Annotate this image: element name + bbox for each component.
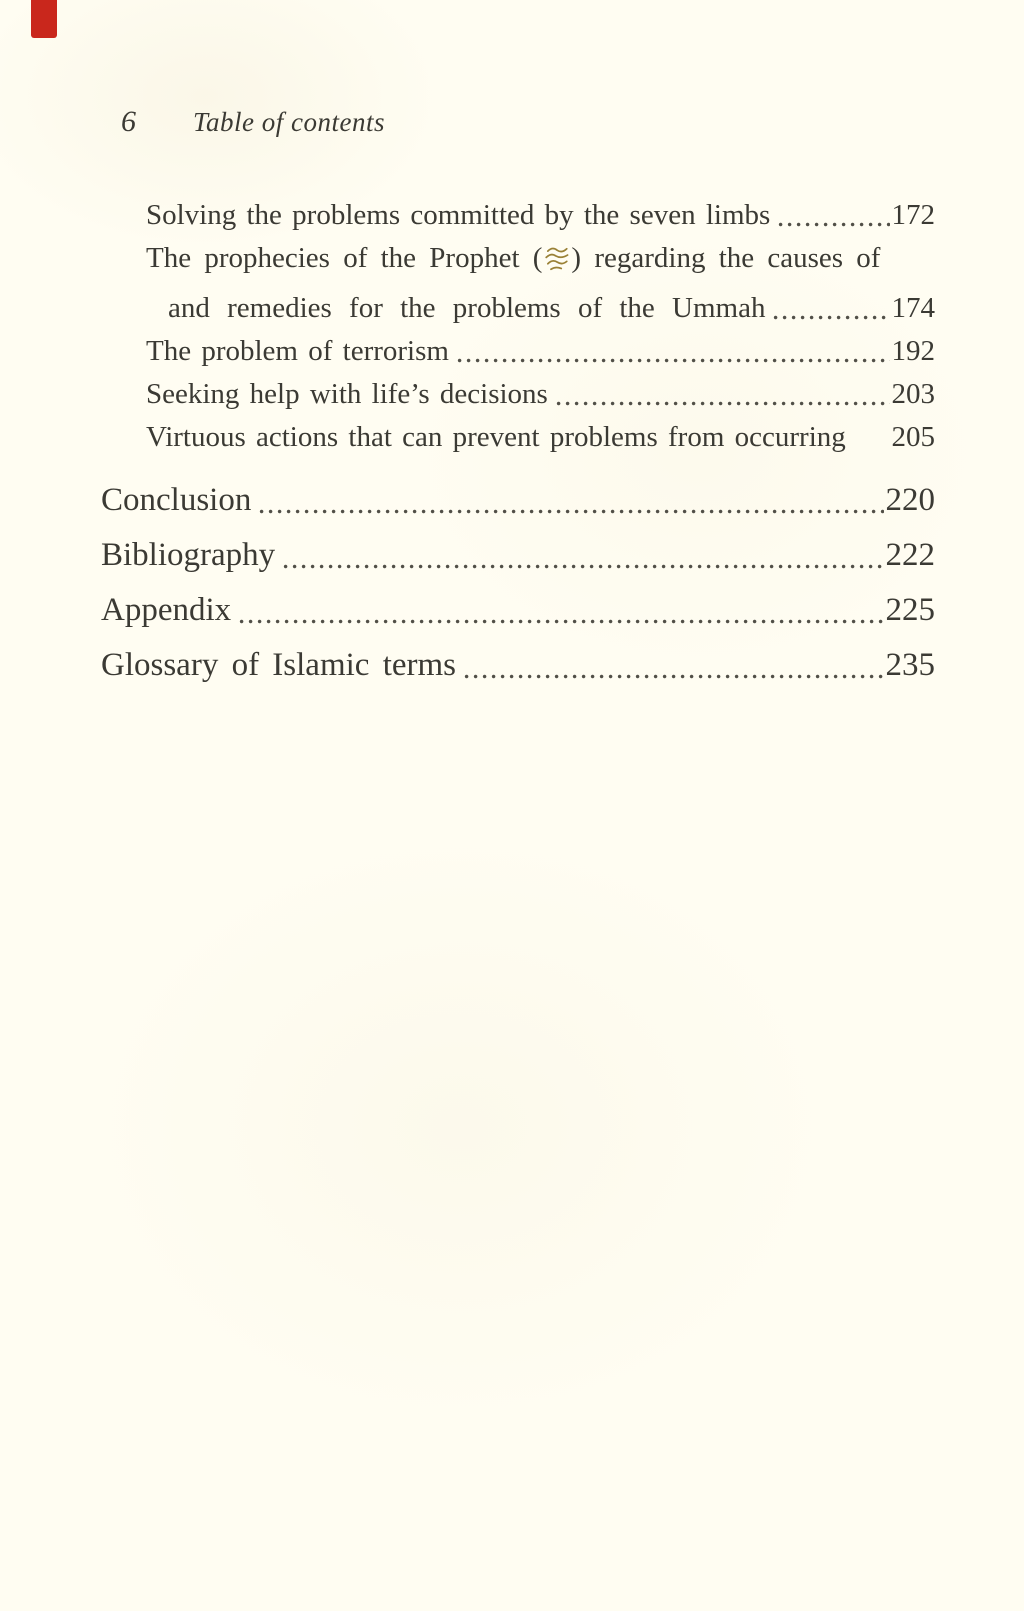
sallallahu-alayhi-wa-sallam-icon bbox=[543, 244, 570, 287]
toc-section-label: Conclusion bbox=[101, 482, 252, 518]
dot-leader bbox=[556, 401, 890, 406]
toc-section-entry bbox=[0, 583, 1024, 638]
table-of-contents bbox=[0, 194, 1024, 693]
running-title: Table of contents bbox=[193, 107, 386, 137]
toc-entry-label: and remedies for the problems of the Ummah bbox=[168, 292, 766, 324]
toc-section-page: 222 bbox=[885, 537, 935, 573]
toc-section-label: Glossary of Islamic terms bbox=[101, 647, 457, 683]
red-scan-marker bbox=[31, 0, 57, 38]
dot-leader bbox=[778, 222, 889, 227]
toc-section-page: 235 bbox=[885, 647, 935, 683]
toc-entry-label-post: ) regarding the causes of bbox=[571, 242, 881, 274]
toc-section-entry bbox=[0, 528, 1024, 583]
dot-leader bbox=[259, 509, 883, 514]
dot-leader bbox=[239, 619, 883, 624]
toc-entry-page: 192 bbox=[891, 335, 935, 367]
toc-entry bbox=[0, 194, 1024, 237]
toc-entry-page: 203 bbox=[891, 378, 935, 410]
toc-entry-label bbox=[146, 237, 880, 287]
page-number: 6 bbox=[121, 105, 136, 138]
toc-entry-page: 172 bbox=[891, 199, 935, 231]
toc-entry bbox=[0, 330, 1024, 373]
toc-section-page: 225 bbox=[885, 592, 935, 628]
toc-section-entry bbox=[0, 638, 1024, 693]
dot-leader bbox=[773, 315, 889, 320]
toc-section-entry bbox=[0, 473, 1024, 528]
dot-leader bbox=[457, 358, 890, 363]
toc-section-label: Bibliography bbox=[101, 537, 276, 573]
toc-entry-continuation bbox=[0, 287, 1024, 330]
toc-entry-label-pre: The prophecies of the Prophet ( bbox=[146, 242, 543, 274]
toc-section-label: Appendix bbox=[101, 592, 232, 628]
toc-entry bbox=[0, 373, 1024, 416]
dot-leader bbox=[464, 674, 883, 679]
toc-entry bbox=[0, 237, 1024, 287]
toc-entry-label: Solving the problems committed by the seven limbs bbox=[146, 199, 771, 231]
toc-entry-label: Virtuous actions that can prevent problems from occurring bbox=[146, 421, 846, 453]
toc-entry-page: 174 bbox=[891, 292, 935, 324]
page-header bbox=[0, 104, 1024, 145]
dot-leader bbox=[283, 564, 883, 569]
toc-entry-page: 205 bbox=[891, 421, 935, 453]
toc-section-page: 220 bbox=[885, 482, 935, 518]
toc-entry-label: Seeking help with life’s decisions bbox=[146, 378, 548, 410]
leader-gap bbox=[854, 444, 890, 449]
toc-entry bbox=[0, 416, 1024, 459]
toc-entry-label: The problem of terrorism bbox=[146, 335, 449, 367]
